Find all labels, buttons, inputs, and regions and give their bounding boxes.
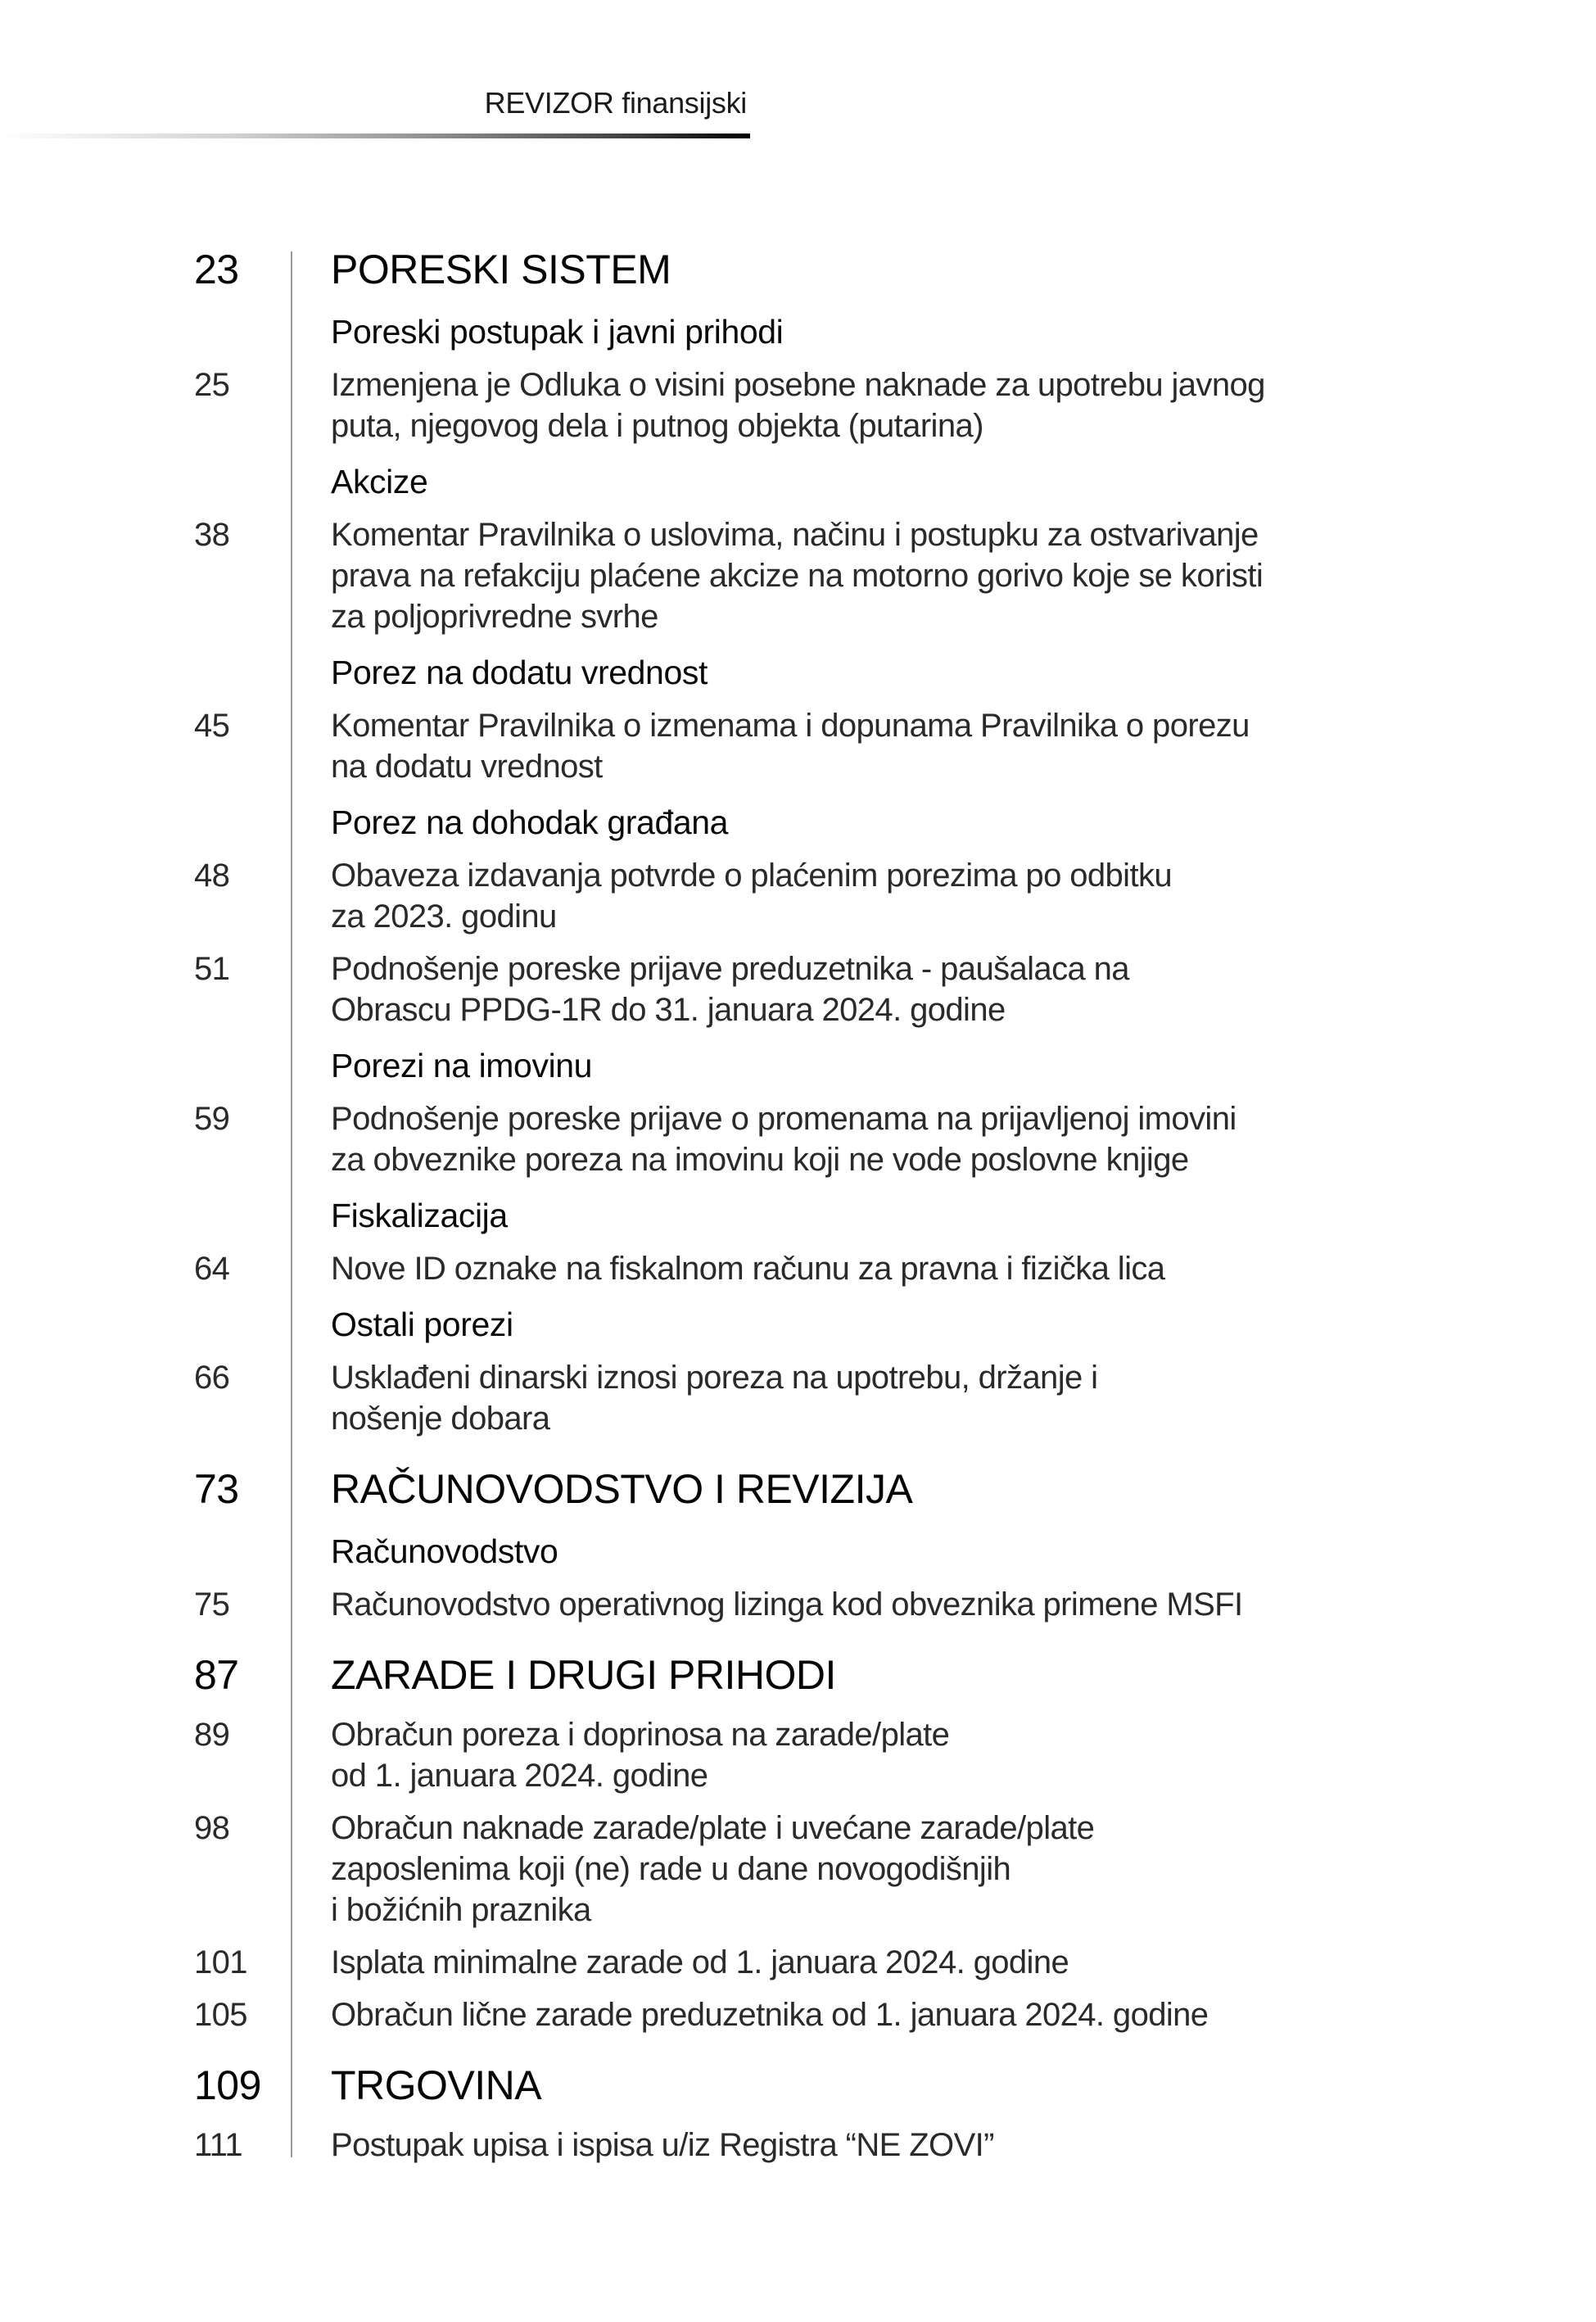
entry-page-number: 64 xyxy=(194,1251,230,1287)
entry-title xyxy=(331,1584,1559,1625)
entry-title-line: zaposlenima koji (ne) rade u dane novogodišnjih xyxy=(331,1851,1011,1887)
entry-title-line: za obveznike poreza na imovinu koji ne vode poslovne knjige xyxy=(331,1142,1189,1178)
entry-title xyxy=(331,1808,1559,1930)
subheading-title: Porez na dodatu vrednost xyxy=(331,654,708,691)
entry-title-line: Nove ID oznake na fiskalnom računu za pravna i fizička lica xyxy=(331,1251,1165,1287)
toc-subheading xyxy=(0,1304,1596,1345)
entry-title-line: Isplata minimalne zarade od 1. januara 2024. godine xyxy=(331,1944,1069,1980)
section-page-number: 73 xyxy=(194,1466,239,1512)
toc-subheading xyxy=(0,311,1596,352)
entry-title-line: za poljoprivredne svrhe xyxy=(331,599,658,635)
entry-title-line: Postupak upisa i ispisa u/iz Registra “NE ZOVI” xyxy=(331,2127,994,2163)
entry-page-number: 45 xyxy=(194,708,230,744)
entry-title-line: Obrascu PPDG-1R do 31. januara 2024. godine xyxy=(331,992,1006,1028)
toc-entry[interactable] xyxy=(0,1808,1596,1930)
entry-page-number: 98 xyxy=(194,1810,230,1846)
entry-title xyxy=(331,705,1559,787)
entry-title-line: Izmenjena je Odluka o visini posebne naknade za upotrebu javnog xyxy=(331,367,1265,403)
entry-title-line: Komentar Pravilnika o uslovima, načinu i postupku za ostvarivanje xyxy=(331,517,1259,553)
toc-section-heading[interactable] xyxy=(0,245,1596,294)
toc-section-heading[interactable] xyxy=(0,2061,1596,2110)
subheading-title: Porezi na imovinu xyxy=(331,1047,593,1084)
entry-title xyxy=(331,1942,1559,1983)
entry-title xyxy=(331,364,1559,446)
section-page-number: 109 xyxy=(194,2062,261,2108)
header-gradient-rule xyxy=(0,134,750,138)
entry-title-line: Podnošenje poreske prijave preduzetnika - paušalaca na xyxy=(331,951,1129,987)
section-title: TRGOVINA xyxy=(331,2062,542,2108)
entry-title-line: za 2023. godinu xyxy=(331,898,557,935)
entry-title-line: Podnošenje poreske prijave o promenama na prijavljenoj imovini xyxy=(331,1101,1237,1137)
subheading-title: Računovodstvo xyxy=(331,1532,558,1570)
toc-entry[interactable] xyxy=(0,364,1596,446)
entry-title xyxy=(331,1994,1559,2035)
toc-entry[interactable] xyxy=(0,1098,1596,1180)
toc-entry[interactable] xyxy=(0,1994,1596,2035)
entry-page-number: 48 xyxy=(194,858,230,894)
subheading-title: Porez na dohodak građana xyxy=(331,803,729,841)
section-title: RAČUNOVODSTVO I REVIZIJA xyxy=(331,1466,913,1512)
entry-page-number: 75 xyxy=(194,1586,230,1623)
entry-title-line: i božićnih praznika xyxy=(331,1892,591,1928)
subheading-title: Ostali porezi xyxy=(331,1306,513,1343)
toc-subheading xyxy=(0,461,1596,502)
toc-entry[interactable] xyxy=(0,514,1596,637)
section-title: PORESKI SISTEM xyxy=(331,247,671,292)
entry-title-line: na dodatu vrednost xyxy=(331,749,603,785)
entry-title-line: nošenje dobara xyxy=(331,1401,550,1437)
toc-entry[interactable] xyxy=(0,1714,1596,1796)
subheading-title: Poreski postupak i javni prihodi xyxy=(331,313,784,351)
toc-entry[interactable] xyxy=(0,2125,1596,2166)
section-title: ZARADE I DRUGI PRIHODI xyxy=(331,1652,836,1698)
subheading-title: Fiskalizacija xyxy=(331,1197,508,1234)
entry-page-number: 25 xyxy=(194,367,230,403)
entry-page-number: 66 xyxy=(194,1360,230,1396)
entry-title-line: Obračun poreza i doprinosa na zarade/plate xyxy=(331,1717,950,1753)
subheading-title: Akcize xyxy=(331,463,428,500)
section-page-number: 23 xyxy=(194,247,239,292)
entry-title xyxy=(331,1248,1559,1289)
toc-subheading xyxy=(0,1531,1596,1572)
entry-page-number: 89 xyxy=(194,1717,230,1753)
entry-title xyxy=(331,514,1559,637)
entry-page-number: 38 xyxy=(194,517,230,553)
section-page-number: 87 xyxy=(194,1652,239,1698)
entry-title-line: puta, njegovog dela i putnog objekta (putarina) xyxy=(331,408,983,444)
toc-entry[interactable] xyxy=(0,1248,1596,1289)
toc-entry[interactable] xyxy=(0,1584,1596,1625)
entry-title-line: Obračun naknade zarade/plate i uvećane zarade/plate xyxy=(331,1810,1095,1846)
toc-entry[interactable] xyxy=(0,855,1596,937)
entry-title-line: prava na refakciju plaćene akcize na motorno gorivo koje se koristi xyxy=(331,558,1264,594)
entry-page-number: 105 xyxy=(194,1997,247,2033)
entry-title xyxy=(331,1714,1559,1796)
entry-title xyxy=(331,2125,1559,2166)
entry-title-line: Usklađeni dinarski iznosi poreza na upotrebu, držanje i xyxy=(331,1360,1098,1396)
toc-entry[interactable] xyxy=(0,1357,1596,1439)
toc-subheading xyxy=(0,1195,1596,1236)
toc-subheading xyxy=(0,802,1596,843)
toc-section-heading[interactable] xyxy=(0,1464,1596,1514)
toc-section-heading[interactable] xyxy=(0,1650,1596,1700)
entry-title-line: Komentar Pravilnika o izmenama i dopunama Pravilnika o porezu xyxy=(331,708,1250,744)
entry-title xyxy=(331,1098,1559,1180)
entry-title-line: od 1. januara 2024. godine xyxy=(331,1758,708,1794)
entry-page-number: 59 xyxy=(194,1101,230,1137)
toc-subheading xyxy=(0,1045,1596,1086)
entry-title xyxy=(331,948,1559,1030)
toc-entry[interactable] xyxy=(0,1942,1596,1983)
entry-title xyxy=(331,855,1559,937)
toc-entry[interactable] xyxy=(0,705,1596,787)
toc-entry[interactable] xyxy=(0,948,1596,1030)
running-head-title: REVIZOR finansijski xyxy=(484,86,747,120)
entry-title-line: Obračun lične zarade preduzetnika od 1. januara 2024. godine xyxy=(331,1997,1209,2033)
entry-title-line: Obaveza izdavanja potvrde o plaćenim porezima po odbitku xyxy=(331,858,1173,894)
entry-page-number: 101 xyxy=(194,1944,247,1980)
toc-subheading xyxy=(0,652,1596,693)
entry-title xyxy=(331,1357,1559,1439)
table-of-contents xyxy=(0,245,1596,2166)
entry-page-number: 111 xyxy=(194,2127,243,2163)
entry-title-line: Računovodstvo operativnog lizinga kod obveznika primene MSFI xyxy=(331,1586,1243,1623)
entry-page-number: 51 xyxy=(194,951,230,987)
